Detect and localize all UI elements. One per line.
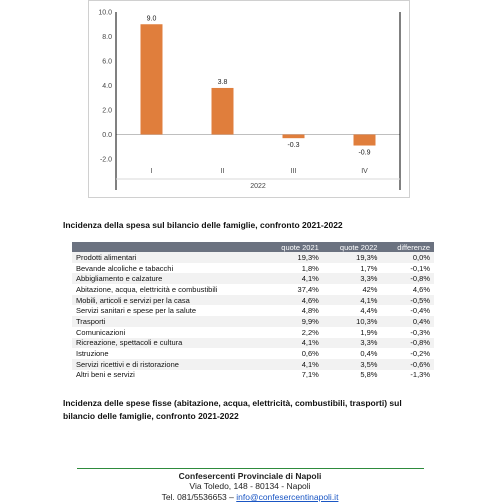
data-label: -0.3: [287, 142, 300, 150]
footer-divider: [77, 468, 424, 469]
table-row: [72, 327, 434, 338]
cell-quote-2022: 1,9%: [323, 327, 382, 338]
row-label: Prodotti alimentari: [72, 252, 264, 263]
header-cell-quote-2021: quote 2021: [264, 242, 323, 252]
cell-quote-2022: 42%: [323, 284, 382, 295]
y-tick-label: 0.0: [102, 132, 112, 139]
row-label: Bevande alcoliche e tabacchi: [72, 263, 264, 274]
footer-org-name: Confesercenti Provinciale di Napoli: [178, 471, 322, 481]
spesa-table: [72, 242, 434, 380]
table-row: [72, 359, 434, 370]
cell-quote-2022: 4,4%: [323, 305, 382, 316]
cell-quote-2022: 0,4%: [323, 348, 382, 359]
row-label: Abbigliamento e calzature: [72, 273, 264, 284]
category-label: IV: [361, 168, 368, 175]
table-row: [72, 284, 434, 295]
header-cell-differenze: differenze: [381, 242, 434, 252]
table-row: [72, 316, 434, 327]
bar: [212, 88, 234, 135]
cell-differenze: -0,8%: [381, 338, 434, 349]
caption-spesa-bilancio: Incidenza della spesa sul bilancio delle famiglie, confronto 2021-2022: [63, 220, 343, 230]
bar: [141, 24, 163, 134]
cell-quote-2021: 4,1%: [264, 273, 323, 284]
cell-differenze: -0,8%: [381, 273, 434, 284]
row-label: Comunicazioni: [72, 327, 264, 338]
y-tick-label: 8.0: [102, 34, 112, 41]
cell-quote-2022: 4,1%: [323, 295, 382, 306]
table-row: [72, 338, 434, 349]
cell-quote-2022: 1,7%: [323, 263, 382, 274]
footer-address: Via Toledo, 148 - 80134 - Napoli: [189, 481, 311, 491]
header-cell-empty: [72, 242, 264, 252]
row-label: Trasporti: [72, 316, 264, 327]
cell-quote-2022: 10,3%: [323, 316, 382, 327]
table-header-row: [72, 242, 434, 252]
cell-differenze: -0,5%: [381, 295, 434, 306]
y-tick-label: -2.0: [99, 156, 112, 164]
cell-quote-2021: 4,1%: [264, 359, 323, 370]
cell-quote-2021: 0,6%: [264, 348, 323, 359]
footer-contact: [0, 492, 500, 502]
group-label: 2022: [250, 183, 266, 190]
table-row: [72, 263, 434, 274]
table-row: [72, 305, 434, 316]
cell-quote-2021: 37,4%: [264, 284, 323, 295]
bar-chart-svg: [88, 0, 410, 198]
cell-differenze: -1,3%: [381, 370, 434, 381]
data-label: -0.9: [358, 149, 371, 157]
row-label: Mobili, articoli e servizi per la casa: [72, 295, 264, 306]
cell-quote-2021: 7,1%: [264, 370, 323, 381]
bar: [283, 135, 305, 139]
cell-quote-2021: 4,6%: [264, 295, 323, 306]
row-label: Istruzione: [72, 348, 264, 359]
data-label: 9.0: [146, 15, 157, 23]
table-row: [72, 273, 434, 284]
cell-differenze: -0,2%: [381, 348, 434, 359]
caption-spese-fisse: Incidenza delle spese fisse (abitazione, acqua, elettricità, combustibili, trasporti) sul bilancio delle famiglie, confronto 2021-2022: [63, 398, 402, 421]
table-row: [72, 295, 434, 306]
cell-quote-2022: 3,5%: [323, 359, 382, 370]
cell-differenze: 0,4%: [381, 316, 434, 327]
row-label: Servizi ricettivi e di ristorazione: [72, 359, 264, 370]
category-label: I: [150, 168, 153, 175]
footer-email-link[interactable]: info@confesercentinapoli.it: [236, 492, 339, 502]
row-label: Abitazione, acqua, elettricità e combustibili: [72, 284, 264, 295]
table-body: [72, 252, 434, 380]
table-row: [72, 370, 434, 381]
cell-quote-2022: 3,3%: [323, 338, 382, 349]
cell-differenze: -0,6%: [381, 359, 434, 370]
table-row: [72, 348, 434, 359]
cell-differenze: -0,3%: [381, 327, 434, 338]
footer-tel: Tel. 081/5536653 –: [161, 492, 237, 502]
cell-quote-2022: 5,8%: [323, 370, 382, 381]
cell-quote-2021: 9,9%: [264, 316, 323, 327]
cell-differenze: 0,0%: [381, 252, 434, 263]
y-tick-label: 2.0: [102, 107, 112, 115]
header-cell-quote-2022: quote 2022: [323, 242, 382, 252]
cell-quote-2022: 3,3%: [323, 273, 382, 284]
category-label: III: [290, 168, 297, 175]
spesa-table-wrap: [72, 242, 434, 380]
cell-quote-2021: 2,2%: [264, 327, 323, 338]
cell-quote-2022: 19,3%: [323, 252, 382, 263]
cell-differenze: -0,4%: [381, 305, 434, 316]
bar-chart: [88, 0, 410, 198]
y-tick-label: 10.0: [98, 9, 112, 17]
data-label: 3.8: [217, 78, 228, 86]
table-row: [72, 252, 434, 263]
category-label: II: [220, 168, 225, 175]
bar: [354, 135, 376, 146]
row-label: Altri beni e servizi: [72, 370, 264, 381]
cell-quote-2021: 19,3%: [264, 252, 323, 263]
cell-quote-2021: 4,8%: [264, 305, 323, 316]
cell-differenze: 4,6%: [381, 284, 434, 295]
y-tick-label: 6.0: [102, 58, 112, 66]
row-label: Ricreazione, spettacoli e cultura: [72, 338, 264, 349]
row-label: Servizi sanitari e spese per la salute: [72, 305, 264, 316]
cell-quote-2021: 1,8%: [264, 263, 323, 274]
y-tick-label: 4.0: [102, 83, 112, 90]
cell-differenze: -0,1%: [381, 263, 434, 274]
cell-quote-2021: 4,1%: [264, 338, 323, 349]
